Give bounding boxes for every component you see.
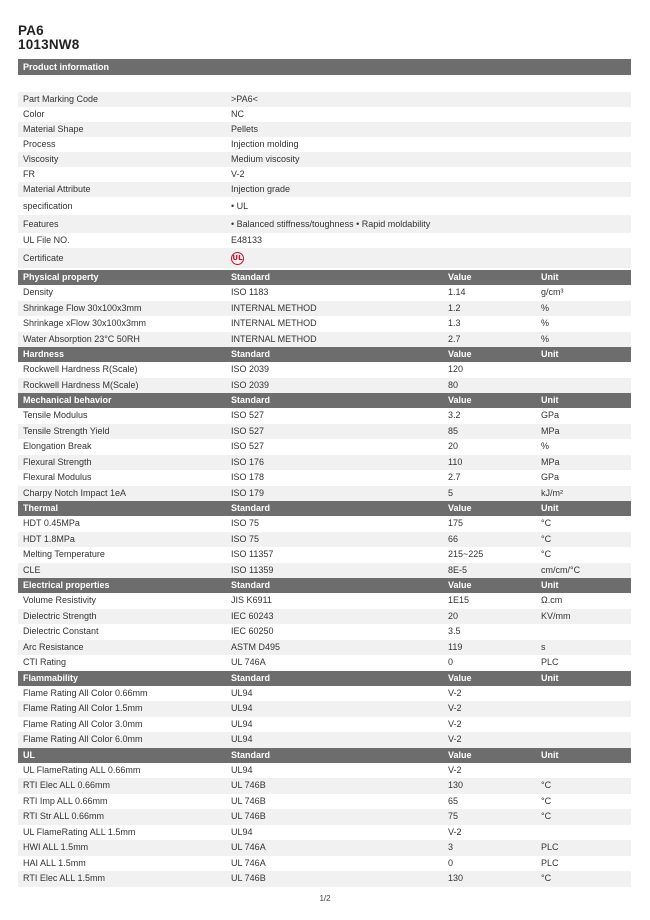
property-name: Dielectric Constant bbox=[23, 626, 99, 636]
property-standard: INTERNAL METHOD bbox=[231, 333, 317, 344]
column-header-value: Value bbox=[448, 672, 472, 683]
column-header-value: Value bbox=[448, 395, 472, 405]
property-row bbox=[18, 470, 631, 486]
info-label: FR bbox=[23, 169, 35, 179]
property-value: 3.5 bbox=[448, 626, 461, 636]
section-title: Physical property bbox=[23, 272, 99, 282]
section-header bbox=[18, 578, 631, 593]
property-value: 3.2 bbox=[448, 410, 461, 420]
property-value: V-2 bbox=[448, 703, 462, 713]
column-header-standard: Standard bbox=[231, 349, 271, 359]
property-name: HAI ALL 1.5mm bbox=[23, 857, 86, 868]
property-name: RTI Str ALL 0.66mm bbox=[23, 811, 105, 821]
info-label: Features bbox=[23, 219, 59, 229]
property-row bbox=[18, 516, 631, 532]
property-name: Volume Resistivity bbox=[23, 595, 97, 605]
section-header bbox=[18, 748, 631, 763]
property-standard: UL94 bbox=[231, 703, 253, 713]
property-row bbox=[18, 686, 631, 702]
property-standard: UL94 bbox=[231, 764, 253, 775]
property-unit: % bbox=[541, 318, 550, 328]
property-row bbox=[18, 778, 631, 794]
property-standard: IEC 60250 bbox=[231, 626, 274, 636]
product-info-row bbox=[18, 122, 631, 137]
info-value: >PA6< bbox=[231, 94, 258, 104]
property-name: HDT 1.8MPa bbox=[23, 533, 75, 544]
property-unit: s bbox=[541, 641, 546, 652]
property-standard: UL 746A bbox=[231, 857, 266, 868]
property-value: V-2 bbox=[448, 734, 462, 744]
property-value: 8E-5 bbox=[448, 564, 468, 575]
property-name: Shrinkage Flow 30x100x3mm bbox=[23, 302, 142, 313]
product-info-row bbox=[18, 107, 631, 122]
property-unit: KV/mm bbox=[541, 610, 571, 621]
column-header-unit: Unit bbox=[541, 503, 559, 513]
property-row bbox=[18, 593, 631, 609]
info-label: specification bbox=[23, 201, 73, 211]
property-name: HWI ALL 1.5mm bbox=[23, 842, 89, 852]
property-value: 20 bbox=[448, 441, 459, 451]
property-standard: JIS K6911 bbox=[231, 595, 272, 605]
property-value: 215~225 bbox=[448, 549, 484, 559]
page-number: 1/2 bbox=[319, 894, 331, 903]
section-header bbox=[18, 347, 631, 362]
property-standard: ISO 178 bbox=[231, 472, 265, 482]
property-value: 3 bbox=[448, 842, 454, 852]
property-name: UL FlameRating ALL 0.66mm bbox=[23, 764, 141, 775]
info-value: • Balanced stiffness/toughness • Rapid moldability bbox=[231, 219, 431, 229]
section-title: Flammability bbox=[23, 672, 79, 683]
material-name: PA6 bbox=[18, 23, 44, 38]
section-header bbox=[18, 393, 631, 408]
info-value: NC bbox=[231, 109, 244, 119]
document-title bbox=[18, 24, 79, 52]
property-name: Flame Rating All Color 1.5mm bbox=[23, 703, 143, 713]
property-row bbox=[18, 455, 631, 471]
property-name: Flame Rating All Color 3.0mm bbox=[23, 718, 143, 729]
property-value: 85 bbox=[448, 425, 459, 436]
column-header-standard: Standard bbox=[231, 272, 271, 282]
property-value: 110 bbox=[448, 456, 463, 467]
product-info-row bbox=[18, 215, 631, 233]
section-header bbox=[18, 501, 631, 516]
property-row bbox=[18, 332, 631, 348]
product-info-row bbox=[18, 233, 631, 248]
property-unit: °C bbox=[541, 518, 552, 528]
property-row bbox=[18, 701, 631, 717]
info-label: Color bbox=[23, 109, 45, 119]
column-header-standard: Standard bbox=[231, 395, 271, 405]
property-standard: UL 746B bbox=[231, 795, 266, 806]
property-unit: °C bbox=[541, 795, 552, 806]
property-row bbox=[18, 301, 631, 317]
property-value: 65 bbox=[448, 795, 459, 806]
property-row bbox=[18, 285, 631, 301]
product-info-row bbox=[18, 92, 631, 107]
property-unit: % bbox=[541, 441, 550, 451]
info-label: Part Marking Code bbox=[23, 94, 99, 104]
info-value: Pellets bbox=[231, 124, 259, 134]
grade-name: 1013NW8 bbox=[18, 37, 80, 52]
property-row bbox=[18, 840, 631, 856]
property-unit: PLC bbox=[541, 857, 559, 868]
section-title: Electrical properties bbox=[23, 580, 110, 590]
property-name: Charpy Notch Impact 1eA bbox=[23, 487, 127, 498]
property-name: RTI Elec ALL 1.5mm bbox=[23, 873, 106, 883]
property-standard: UL 746A bbox=[231, 657, 266, 667]
property-name: UL FlameRating ALL 1.5mm bbox=[23, 826, 136, 837]
info-label: Process bbox=[23, 139, 56, 149]
product-info-header: Product information bbox=[18, 59, 631, 75]
product-info-row bbox=[18, 182, 631, 197]
property-name: Tensile Strength Yield bbox=[23, 425, 110, 436]
product-info-table bbox=[18, 92, 631, 268]
property-standard: ISO 11357 bbox=[231, 549, 274, 559]
property-name: Tensile Modulus bbox=[23, 410, 88, 420]
property-standard: UL 746B bbox=[231, 811, 266, 821]
info-label: Material Shape bbox=[23, 124, 84, 134]
property-row bbox=[18, 547, 631, 563]
property-value: 5 bbox=[448, 487, 454, 498]
property-row bbox=[18, 316, 631, 332]
property-standard: ISO 2039 bbox=[231, 379, 270, 390]
property-unit: °C bbox=[541, 780, 552, 790]
property-name: Flexural Strength bbox=[23, 456, 92, 467]
property-value: 66 bbox=[448, 533, 459, 544]
property-name: Flame Rating All Color 6.0mm bbox=[23, 734, 143, 744]
property-unit: °C bbox=[541, 549, 552, 559]
column-header-value: Value bbox=[448, 503, 472, 513]
property-name: Melting Temperature bbox=[23, 549, 105, 559]
column-header-value: Value bbox=[448, 580, 472, 590]
property-standard: IEC 60243 bbox=[231, 610, 274, 621]
property-standard: UL94 bbox=[231, 718, 253, 729]
column-header-standard: Standard bbox=[231, 672, 271, 683]
property-standard: ISO 527 bbox=[231, 425, 265, 436]
property-value: 120 bbox=[448, 364, 464, 374]
property-standard: UL94 bbox=[231, 826, 253, 837]
property-row bbox=[18, 563, 631, 579]
info-label: UL File NO. bbox=[23, 235, 70, 245]
property-standard: ISO 527 bbox=[231, 441, 265, 451]
property-unit: °C bbox=[541, 533, 552, 544]
column-header-unit: Unit bbox=[541, 749, 559, 760]
property-name: RTI Imp ALL 0.66mm bbox=[23, 795, 108, 806]
property-row bbox=[18, 794, 631, 810]
info-value: Medium viscosity bbox=[231, 154, 300, 164]
column-header-unit: Unit bbox=[541, 272, 559, 282]
property-name: Arc Resistance bbox=[23, 641, 84, 652]
property-name: Elongation Break bbox=[23, 441, 92, 451]
section-header bbox=[18, 270, 631, 285]
property-row bbox=[18, 655, 631, 671]
column-header-standard: Standard bbox=[231, 503, 271, 513]
property-row bbox=[18, 609, 631, 625]
property-row bbox=[18, 624, 631, 640]
property-value: 0 bbox=[448, 657, 454, 667]
property-unit: g/cm³ bbox=[541, 287, 564, 297]
property-standard: UL94 bbox=[231, 734, 253, 744]
property-value: 130 bbox=[448, 780, 464, 790]
column-header-unit: Unit bbox=[541, 580, 559, 590]
property-unit: cm/cm/°C bbox=[541, 564, 581, 575]
property-name: Flexural Modulus bbox=[23, 472, 92, 482]
column-header-value: Value bbox=[448, 272, 472, 282]
property-value: 20 bbox=[448, 610, 459, 621]
property-row bbox=[18, 717, 631, 733]
property-value: V-2 bbox=[448, 718, 462, 729]
property-standard: UL 746A bbox=[231, 842, 266, 852]
info-label: Viscosity bbox=[23, 154, 59, 164]
property-name: CLE bbox=[23, 564, 41, 575]
section-title: Thermal bbox=[23, 503, 59, 513]
property-value: 80 bbox=[448, 379, 459, 390]
property-standard: ASTM D495 bbox=[231, 641, 281, 652]
section-title: Hardness bbox=[23, 349, 65, 359]
info-label: Certificate bbox=[23, 253, 64, 263]
property-value: 1.2 bbox=[448, 302, 461, 313]
ul-certification-icon: UL bbox=[231, 252, 244, 265]
property-row bbox=[18, 532, 631, 548]
property-row bbox=[18, 378, 631, 394]
info-value: • UL bbox=[231, 201, 249, 211]
property-name: HDT 0.45MPa bbox=[23, 518, 80, 528]
info-value: V-2 bbox=[231, 169, 245, 179]
column-header-unit: Unit bbox=[541, 349, 559, 359]
column-header-unit: Unit bbox=[541, 672, 559, 683]
property-row bbox=[18, 424, 631, 440]
property-unit: kJ/m² bbox=[541, 487, 563, 498]
section-title: Mechanical behavior bbox=[23, 395, 112, 405]
column-header-value: Value bbox=[448, 349, 472, 359]
section-header bbox=[18, 671, 631, 686]
property-unit: % bbox=[541, 302, 550, 313]
property-standard: ISO 179 bbox=[231, 487, 265, 498]
property-value: 2.7 bbox=[448, 333, 461, 344]
property-row bbox=[18, 825, 631, 841]
column-header-standard: Standard bbox=[231, 749, 271, 760]
property-name: Rockwell Hardness M(Scale) bbox=[23, 379, 139, 390]
property-standard: ISO 75 bbox=[231, 518, 260, 528]
property-standard: INTERNAL METHOD bbox=[231, 302, 317, 313]
property-standard: ISO 176 bbox=[231, 456, 265, 467]
property-standard: ISO 75 bbox=[231, 533, 260, 544]
info-label: Material Attribute bbox=[23, 184, 91, 194]
column-header-standard: Standard bbox=[231, 580, 271, 590]
product-info-row bbox=[18, 167, 631, 182]
property-unit: MPa bbox=[541, 456, 560, 467]
property-unit: °C bbox=[541, 811, 552, 821]
property-value: 175 bbox=[448, 518, 464, 528]
property-standard: UL94 bbox=[231, 687, 253, 698]
property-value: 130 bbox=[448, 873, 464, 883]
properties-table bbox=[18, 270, 631, 887]
property-value: 119 bbox=[448, 641, 463, 652]
property-row bbox=[18, 732, 631, 748]
property-name: CTI Rating bbox=[23, 657, 67, 667]
property-unit: PLC bbox=[541, 657, 559, 667]
property-standard: ISO 527 bbox=[231, 410, 265, 420]
property-unit: % bbox=[541, 333, 550, 344]
property-row bbox=[18, 408, 631, 424]
property-row bbox=[18, 856, 631, 872]
column-header-value: Value bbox=[448, 749, 472, 760]
property-unit: °C bbox=[541, 873, 552, 883]
property-value: 75 bbox=[448, 811, 459, 821]
info-value: Injection grade bbox=[231, 184, 291, 194]
property-standard: INTERNAL METHOD bbox=[231, 318, 317, 328]
property-name: Dielectric Strength bbox=[23, 610, 97, 621]
property-value: V-2 bbox=[448, 764, 462, 775]
property-unit: PLC bbox=[541, 842, 559, 852]
property-standard: UL 746B bbox=[231, 780, 266, 790]
property-value: 1.14 bbox=[448, 287, 466, 297]
property-standard: UL 746B bbox=[231, 873, 266, 883]
info-value: Injection molding bbox=[231, 139, 299, 149]
property-name: Rockwell Hardness R(Scale) bbox=[23, 364, 138, 374]
property-value: V-2 bbox=[448, 826, 462, 837]
product-info-row bbox=[18, 248, 631, 268]
property-row bbox=[18, 809, 631, 825]
property-name: Shrinkage xFlow 30x100x3mm bbox=[23, 318, 147, 328]
property-value: 1.3 bbox=[448, 318, 461, 328]
property-row bbox=[18, 486, 631, 502]
property-row bbox=[18, 763, 631, 779]
property-standard: ISO 2039 bbox=[231, 364, 270, 374]
product-info-row bbox=[18, 152, 631, 167]
property-name: Water Absorption 23°C 50RH bbox=[23, 333, 140, 344]
property-unit: MPa bbox=[541, 425, 560, 436]
section-title: UL bbox=[23, 749, 35, 760]
property-unit: Ω.cm bbox=[541, 595, 563, 605]
property-row bbox=[18, 439, 631, 455]
property-name: Density bbox=[23, 287, 54, 297]
property-name: Flame Rating All Color 0.66mm bbox=[23, 687, 148, 698]
property-value: 2.7 bbox=[448, 472, 461, 482]
property-value: V-2 bbox=[448, 687, 462, 698]
property-row bbox=[18, 640, 631, 656]
info-value: E48133 bbox=[231, 235, 263, 245]
property-value: 1E15 bbox=[448, 595, 470, 605]
product-info-row bbox=[18, 197, 631, 215]
product-info-row bbox=[18, 137, 631, 152]
property-row bbox=[18, 362, 631, 378]
property-unit: GPa bbox=[541, 472, 560, 482]
property-standard: ISO 1183 bbox=[231, 287, 269, 297]
property-name: RTI Elec ALL 0.66mm bbox=[23, 780, 111, 790]
column-header-unit: Unit bbox=[541, 395, 559, 405]
property-unit: GPa bbox=[541, 410, 560, 420]
property-value: 0 bbox=[448, 857, 454, 868]
property-standard: ISO 11359 bbox=[231, 564, 274, 575]
property-row bbox=[18, 871, 631, 887]
